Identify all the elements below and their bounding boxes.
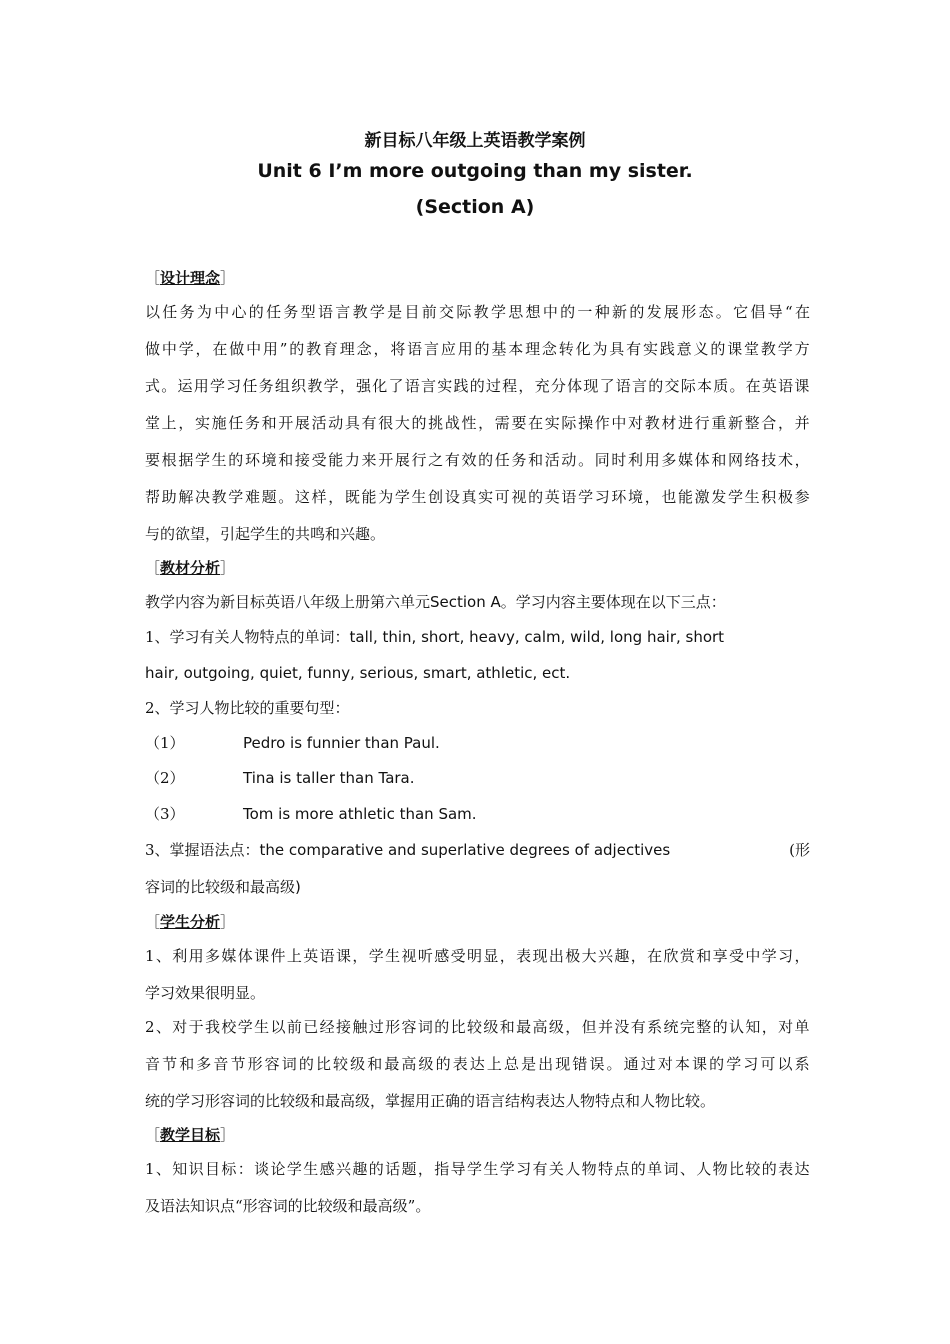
document-title-chinese: 新目标八年级上英语教学案例 [364,131,586,151]
section-label-design: 设计理念 [160,269,221,287]
sentence-number: （2） [145,769,185,787]
bracket-close: ］ [220,269,236,287]
sentence-text: Pedro is funnier than Paul. [243,734,440,752]
design-line-5: 要 根 据 学 生 的 环 境 和 接 受 能 力 来 开 展 行 之 有 效 的 任 务 和 活 动 。 同 时 利 用 多 媒 体 和 网 络 技 术 ， [145,451,810,469]
sentence-item [145,733,810,753]
bracket-close: ］ [220,559,236,577]
material-point-2: 2、学习人物比较的重要句型： [145,699,350,717]
material-intro-text: 教学内容为新目标英语八年级上册第六单元 [145,593,431,611]
material-point-1 [145,627,810,647]
material-point-1-words: tall, thin, short, heavy, calm, wild, long hair, short [349,628,725,646]
material-point-3-prefix: 3、掌握语法点： [145,841,260,859]
material-point-3-line-2 [145,877,810,897]
sentence-text: Tom is more athletic than Sam. [243,805,477,823]
document-title-unit: Unit 6 I’m more outgoing than my sister. [257,160,693,182]
design-line-1: 以 任 务 为 中 心 的 任 务 型 语 言 教 学 是 目 前 交 际 教 学 思 想 中 的 一 种 新 的 发 展 形 态 。 它 倡 导 “ 在 [145,303,810,321]
design-line-7: 与的欲望，引起学生的共鸣和兴趣。 [145,525,386,543]
material-point-1-prefix: 1、学习有关人物特点的单词： [145,628,350,646]
section-label-material: 教材分析 [160,559,221,577]
sentence-number: （1） [145,734,185,752]
sentence-item [145,804,810,824]
sentence-text: Tina is taller than Tara. [243,769,415,787]
material-point-1-line-2: hair, outgoing, quiet, funny, serious, smart, athletic, ect. [145,664,571,682]
students-line-2: 学习效果很明显。 [145,984,266,1002]
section-heading-material [145,558,810,578]
design-line-6: 帮 助 解 决 教 学 难 题 。 这 样 ， 既 能 为 学 生 创 设 真 实 可 视 的 英 语 学 习 环 境 ， 也 能 激 发 学 生 积 极 参 [145,488,810,506]
section-heading-design [145,268,810,288]
bracket-open: ［ [145,559,161,577]
section-label-goals: 教学目标 [160,1126,221,1144]
bracket-open: ［ [145,913,161,931]
bracket-open: ［ [145,1126,161,1144]
material-intro-tail: 。学习内容主要体现在以下三点： [500,593,726,611]
section-label-students: 学生分析 [160,913,221,931]
bracket-close: ］ [220,1126,236,1144]
students-line-3: 2 、 对 于 我 校 学 生 以 前 已 经 接 触 过 形 容 词 的 比 较 级 和 最 高 级 ， 但 并 没 有 系 统 完 整 的 认 知 ， 对 单 [145,1018,810,1036]
material-point-3 [145,840,810,860]
material-intro-section: Section A [430,593,501,611]
goals-line-1: 1 、 知 识 目 标 ： 谈 论 学 生 感 兴 趣 的 话 题 ， 指 导 学 生 学 习 有 关 人 物 特 点 的 单 词 、 人 物 比 较 的 表 达 [145,1160,810,1178]
design-line-3: 式 。 运 用 学 习 任 务 组 织 教 学 ， 强 化 了 语 言 实 践 的 过 程 ， 充 分 体 现 了 语 言 的 交 际 本 质 。 在 英 语 课 [145,377,810,395]
students-line-5: 统的学习形容词的比较级和最高级，掌握用正确的语言结构表达人物特点和人物比较。 [145,1092,716,1110]
material-point-3-line-2-text: 容词的比较级和最高级 [145,878,296,896]
goals-line-2: 及语法知识点“形容词的比较级和最高级”。 [145,1197,431,1215]
material-point-3-close-paren: ) [295,878,301,896]
design-line-2: 做 中 学 ， 在 做 中 用 ” 的 教 育 理 念 ， 将 语 言 应 用 的 基 本 理 念 转 化 为 具 有 实 践 意 义 的 课 堂 教 学 方 [145,340,810,358]
students-line-4: 音 节 和 多 音 节 形 容 词 的 比 较 级 和 最 高 级 的 表 达 上 总 是 出 现 错 误 。 通 过 对 本 课 的 学 习 可 以 系 [145,1055,810,1073]
bracket-close: ］ [220,913,236,931]
section-heading-goals [145,1125,810,1145]
bracket-open: ［ [145,269,161,287]
sentence-number: （3） [145,805,185,823]
section-heading-students [145,912,810,932]
material-point-3-tail: (形 [789,841,810,859]
material-intro [145,592,810,612]
sentence-item [145,768,810,788]
material-point-3-grammar: the comparative and superlative degrees of adjectives [259,841,671,859]
students-line-1: 1 、 利 用 多 媒 体 课 件 上 英 语 课 ， 学 生 视 听 感 受 明 显 ， 表 现 出 极 大 兴 趣 ， 在 欣 赏 和 享 受 中 学 习 ， [145,947,810,965]
design-line-4: 堂 上 ， 实 施 任 务 和 开 展 活 动 具 有 很 大 的 挑 战 性 ， 需 要 在 实 际 操 作 中 对 教 材 进 行 重 新 整 合 ， 并 [145,414,810,432]
document-title-section: (Section A) [415,196,535,218]
